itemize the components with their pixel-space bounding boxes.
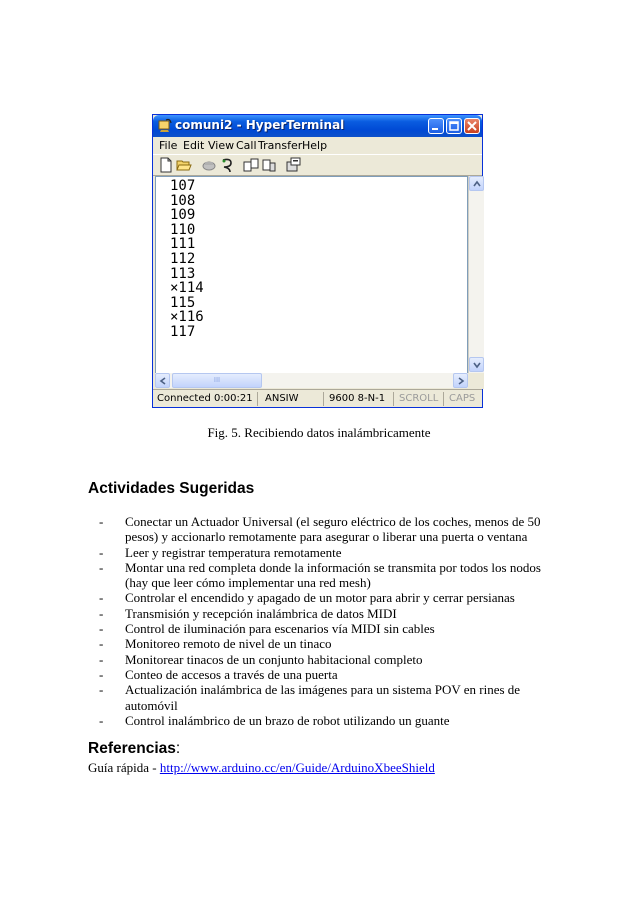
status-divider — [257, 392, 258, 406]
scroll-down-button[interactable] — [469, 357, 484, 372]
terminal-area[interactable] — [155, 176, 468, 386]
activity-text: Leer y registrar temperatura remotamente — [125, 544, 342, 560]
activity-text: Control inalámbrico de un brazo de robot utilizando un guante — [125, 712, 450, 728]
chevron-right-icon — [457, 377, 465, 385]
scroll-left-button[interactable] — [155, 373, 170, 388]
list-item — [99, 560, 549, 591]
size-grip[interactable] — [468, 373, 484, 389]
menu-bar — [153, 137, 482, 154]
close-icon — [467, 121, 477, 131]
menu-edit[interactable]: Edit — [183, 139, 205, 152]
terminal-gutter — [156, 177, 168, 385]
section-heading-referencias — [88, 740, 180, 758]
status-emulation: ANSIW — [265, 393, 299, 404]
activity-text: Transmisión y recepción inalámbrica de datos MIDI — [125, 605, 397, 621]
section-heading-actividades: Actividades Sugeridas — [88, 480, 255, 497]
phone-disconnect-icon[interactable] — [201, 157, 217, 173]
receive-file-icon[interactable] — [261, 157, 277, 173]
terminal-line: ×114 — [170, 280, 204, 297]
activity-text: Actualización inalámbrica de las imágenes para un sistema POV en rines de automóvil — [125, 682, 521, 713]
list-item — [99, 621, 549, 636]
activity-text: Montar una red completa donde la información se transmita por todos los nodos (hay que leer cómo implementar una red mesh) — [125, 559, 541, 591]
references-colon: : — [175, 740, 181, 757]
chevron-up-icon — [473, 180, 481, 188]
minimize-icon — [431, 121, 441, 131]
terminal-line: 117 — [170, 323, 196, 340]
activity-text: Conteo de accesos a través de una puerta — [125, 666, 338, 682]
chevron-left-icon — [159, 377, 167, 385]
minimize-button[interactable] — [428, 118, 444, 134]
maximize-icon — [449, 121, 459, 131]
terminal-output — [170, 179, 204, 340]
new-document-icon[interactable] — [158, 157, 174, 173]
list-item — [99, 667, 549, 682]
activities-list — [99, 514, 549, 728]
activity-text: Controlar el encendido y apagado de un motor para abrir y cerrar persianas — [125, 590, 515, 606]
terminal-line: 108 — [170, 192, 196, 209]
hyperterminal-app-icon — [157, 118, 172, 133]
bullet-dash: - — [99, 514, 104, 529]
reference-link[interactable]: http://www.arduino.cc/en/Guide/ArduinoXbeeShield — [159, 760, 435, 775]
scroll-thumb[interactable]: III — [172, 373, 262, 388]
list-item — [99, 590, 549, 605]
list-item — [99, 682, 549, 713]
status-divider — [323, 392, 324, 406]
scroll-up-button[interactable] — [469, 176, 484, 191]
terminal-line: 115 — [170, 294, 196, 311]
terminal-line: 112 — [170, 250, 196, 267]
bullet-dash: - — [99, 590, 104, 606]
list-item — [99, 606, 549, 621]
list-item — [99, 514, 549, 545]
phone-hangup-icon[interactable] — [219, 157, 235, 173]
scroll-right-button[interactable] — [453, 373, 468, 388]
status-caps: CAPS — [449, 393, 476, 404]
status-scroll: SCROLL — [399, 393, 439, 404]
figure-caption: Fig. 5. Recibiendo datos inalámbricamente — [207, 425, 431, 440]
terminal-line: 110 — [170, 221, 196, 238]
window-title: comuni2 - HyperTerminal — [175, 118, 345, 132]
terminal-line: 111 — [170, 236, 196, 253]
bullet-dash: - — [99, 559, 104, 575]
list-item — [99, 545, 549, 560]
hyperterminal-window — [152, 114, 483, 408]
bullet-dash: - — [99, 651, 104, 667]
vertical-scrollbar[interactable] — [468, 176, 484, 386]
horizontal-scrollbar[interactable] — [155, 373, 468, 388]
bullet-dash: - — [99, 636, 104, 652]
activity-text: Control de iluminación para escenarios vía MIDI sin cables — [125, 621, 435, 637]
terminal-line: ×116 — [170, 309, 204, 326]
bullet-dash: - — [99, 682, 104, 698]
bullet-dash: - — [99, 666, 104, 682]
menu-file[interactable]: File — [159, 139, 178, 152]
terminal-line: 109 — [170, 207, 196, 224]
close-button[interactable] — [464, 118, 480, 134]
chevron-down-icon — [473, 361, 481, 369]
status-bar — [153, 389, 482, 409]
menu-view[interactable]: View — [208, 139, 235, 152]
list-item — [99, 636, 549, 651]
bullet-dash: - — [99, 605, 104, 621]
maximize-button[interactable] — [446, 118, 462, 134]
status-connection: Connected 0:00:21 — [157, 393, 253, 404]
activity-text: Monitorear tinacos de un conjunto habitacional completo — [125, 651, 423, 667]
list-item — [99, 713, 549, 728]
send-file-icon[interactable] — [243, 157, 259, 173]
window-titlebar[interactable] — [153, 115, 482, 137]
reference-label: Guía rápida - — [88, 760, 160, 775]
menu-transfer[interactable]: Transfer — [258, 139, 303, 152]
terminal-line: 113 — [170, 265, 196, 282]
list-item — [99, 652, 549, 667]
bullet-dash: - — [99, 621, 104, 637]
activity-text: Conectar un Actuador Universal (el seguro eléctrico de los coches, menos de 50 pesos) y accionarlo remotamente para asegurar o liberar una puerta o ventana — [125, 514, 541, 545]
activity-text: Monitoreo remoto de nivel de un tinaco — [125, 636, 332, 652]
menu-call[interactable]: Call — [236, 139, 257, 152]
bullet-dash: - — [99, 712, 104, 728]
properties-icon[interactable] — [285, 157, 301, 173]
status-divider — [393, 392, 394, 406]
open-folder-icon[interactable] — [176, 157, 192, 173]
status-settings: 9600 8-N-1 — [329, 393, 386, 404]
status-divider — [443, 392, 444, 406]
references-title: Referencias — [88, 740, 176, 757]
terminal-line: 107 — [170, 178, 196, 194]
menu-help[interactable]: Help — [302, 139, 328, 152]
reference-entry — [88, 760, 435, 776]
bullet-dash: - — [99, 544, 104, 560]
toolbar — [153, 154, 482, 176]
